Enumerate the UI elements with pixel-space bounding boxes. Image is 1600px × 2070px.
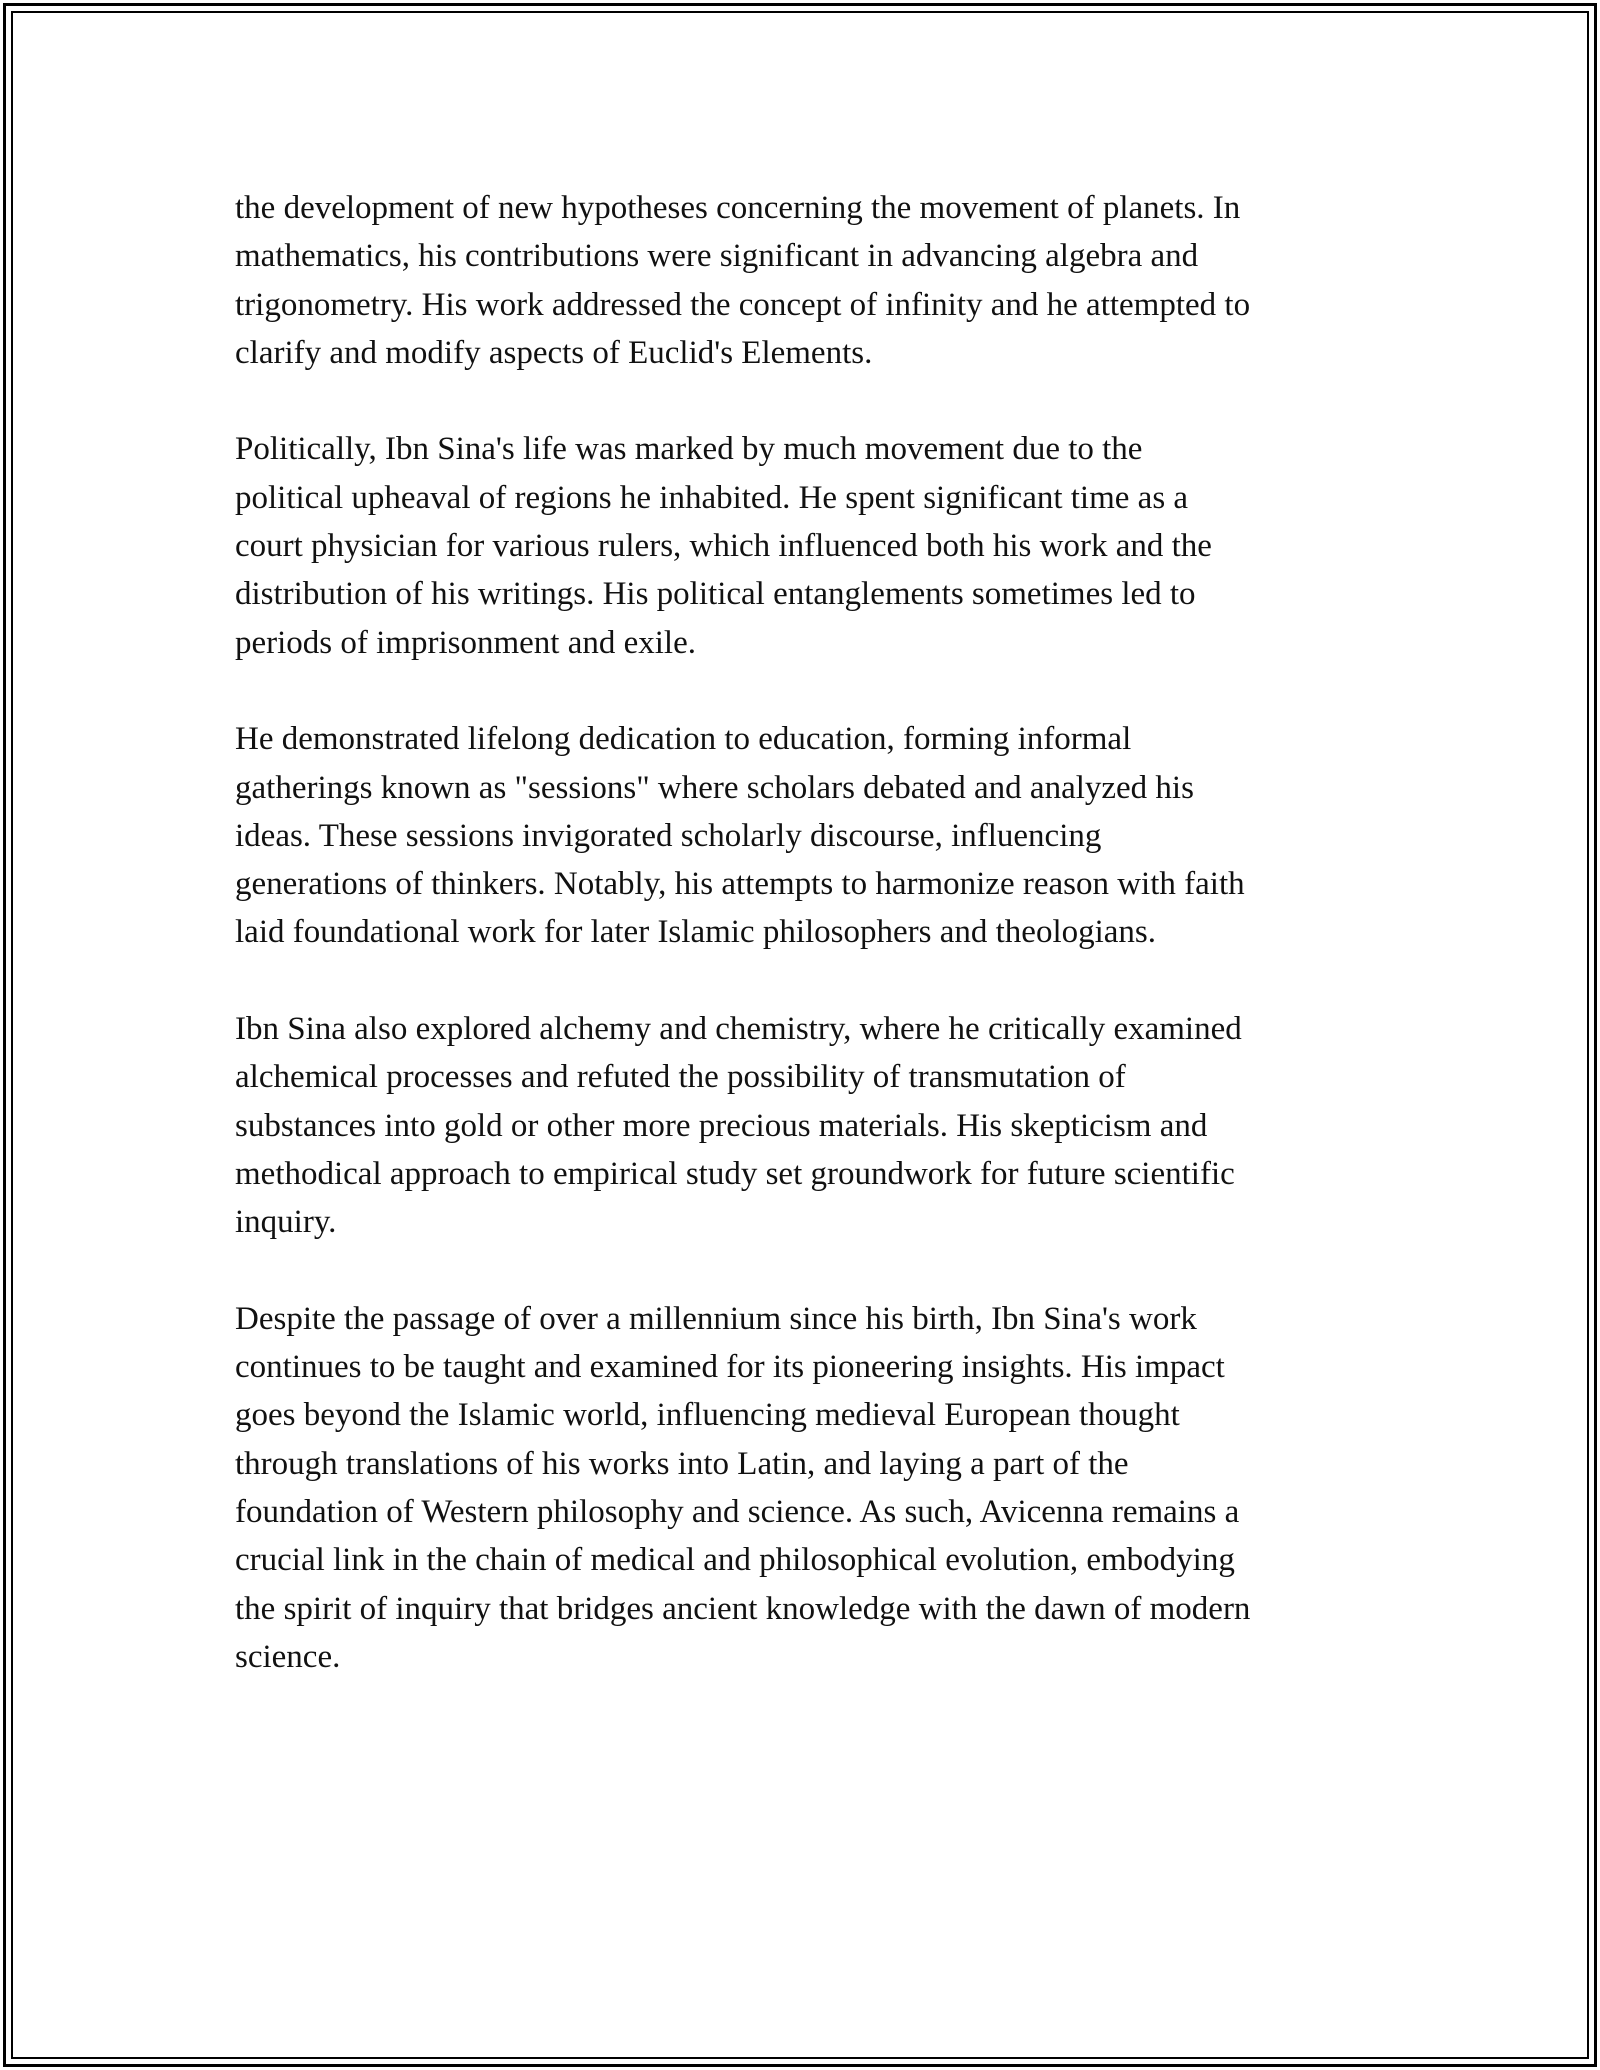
- text-line: mathematics, his contributions were significant in advancing algebra and: [235, 238, 1199, 275]
- paragraph-education: [235, 715, 1375, 956]
- text-line: alchemical processes and refuted the possibility of transmutation of: [235, 1059, 1126, 1096]
- text-line: He demonstrated lifelong dedication to education, forming informal: [235, 721, 1132, 758]
- text-line: ideas. These sessions invigorated scholarly discourse, influencing: [235, 817, 1102, 854]
- document-body: [235, 184, 1375, 1730]
- text-line: continues to be taught and examined for its pioneering insights. His impact: [235, 1349, 1225, 1386]
- text-line: the spirit of inquiry that bridges ancient knowledge with the dawn of modern: [235, 1590, 1251, 1627]
- text-line: foundation of Western philosophy and science. As such, Avicenna remains a: [235, 1494, 1240, 1531]
- text-line: Politically, Ibn Sina's life was marked by much movement due to the: [235, 431, 1143, 468]
- text-line: gatherings known as "sessions" where scholars debated and analyzed his: [235, 769, 1194, 806]
- text-line: laid foundational work for later Islamic philosophers and theologians.: [235, 914, 1157, 951]
- text-line: substances into gold or other more precious materials. His skepticism and: [235, 1107, 1208, 1144]
- text-line: court physician for various rulers, which influenced both his work and the: [235, 528, 1212, 565]
- text-line: inquiry.: [235, 1204, 337, 1241]
- text-line: clarify and modify aspects of Euclid's Elements.: [235, 334, 873, 371]
- paragraph-politics: [235, 425, 1375, 666]
- text-line: political upheaval of regions he inhabited. He spent significant time as a: [235, 479, 1189, 516]
- text-line: crucial link in the chain of medical and philosophical evolution, embodying: [235, 1542, 1235, 1579]
- text-line: goes beyond the Islamic world, influencing medieval European thought: [235, 1397, 1180, 1434]
- text-line: trigonometry. His work addressed the concept of infinity and he attempted to: [235, 286, 1251, 323]
- text-line: methodical approach to empirical study set groundwork for future scientific: [235, 1155, 1235, 1192]
- text-line: Despite the passage of over a millennium since his birth, Ibn Sina's work: [235, 1300, 1197, 1337]
- text-line: through translations of his works into Latin, and laying a part of the: [235, 1445, 1129, 1482]
- text-line: distribution of his writings. His political entanglements sometimes led to: [235, 576, 1196, 613]
- paragraph-legacy: [235, 1295, 1375, 1681]
- text-line: Ibn Sina also explored alchemy and chemistry, where he critically examined: [235, 1011, 1242, 1048]
- paragraph-alchemy: [235, 1005, 1375, 1246]
- text-line: science.: [235, 1638, 341, 1675]
- text-line: periods of imprisonment and exile.: [235, 624, 696, 661]
- paragraph-astronomy-mathematics: [235, 184, 1375, 377]
- text-line: generations of thinkers. Notably, his attempts to harmonize reason with faith: [235, 866, 1245, 903]
- text-line: the development of new hypotheses concerning the movement of planets. In: [235, 190, 1241, 226]
